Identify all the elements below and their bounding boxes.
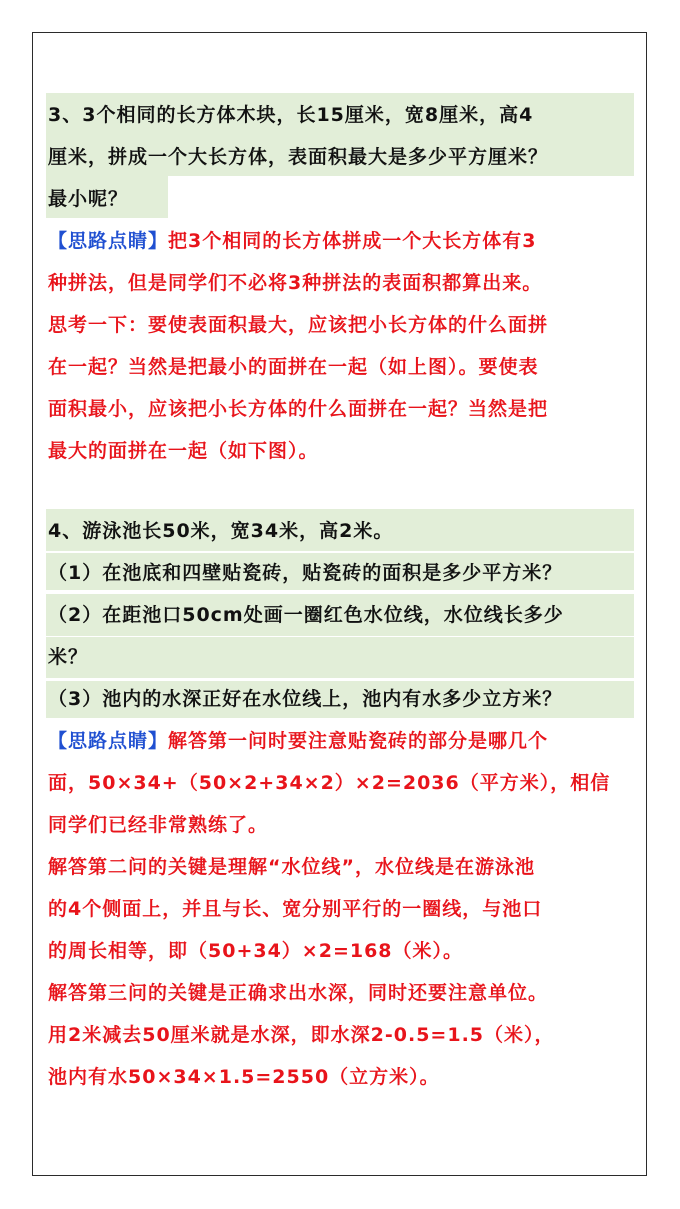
hint-tag: 【思路点睛】 [48,230,169,252]
hint4-line: 的4个侧面上，并且与长、宽分别平行的一圈线，与池口 [48,898,543,920]
problem4-line: 4、游泳池长50米，宽34米，高2米。 [48,520,394,542]
hint4-line: 解答第二问的关键是理解“水位线”，水位线是在游泳池 [48,856,535,878]
hint4-line: 解答第三问的关键是正确求出水深，同时还要注意单位。 [48,982,549,1004]
problem4-line: 米？ [48,646,89,668]
hint3-line: 面积最小，应该把小长方体的什么面拼在一起？当然是把 [48,398,549,420]
hint-text: 把3个相同的长方体拼成一个大长方体有3 [168,230,537,252]
hint4-line: 同学们已经非常熟练了。 [48,814,269,836]
hint4-line: 面，50×34+（50×2+34×2）×2=2036（平方米），相信 [48,772,611,794]
problem3-line: 厘米，拼成一个大长方体，表面积最大是多少平方厘米？ [48,146,549,168]
highlight-band [46,637,634,678]
problem4-line: （1）在池底和四壁贴瓷砖，贴瓷砖的面积是多少平方米？ [48,562,563,584]
hint3-first-line [48,226,536,256]
hint-text: 解答第一问时要注意贴瓷砖的部分是哪几个 [168,730,549,752]
hint3-line: 种拼法，但是同学们不必将3种拼法的表面积都算出来。 [48,272,543,294]
hint4-line: 池内有水50×34×1.5=2550（立方米）。 [48,1066,440,1088]
problem3-line: 3、3个相同的长方体木块，长15厘米，宽8厘米，高4 [48,104,534,126]
hint4-first-line [48,726,548,756]
hint3-line: 最大的面拼在一起（如下图）。 [48,440,319,462]
hint3-line: 思考一下：要使表面积最大，应该把小长方体的什么面拼 [48,314,549,336]
hint4-line: 用2米减去50厘米就是水深，即水深2-0.5=1.5（米）， [48,1024,555,1046]
hint4-line: 的周长相等，即（50+34）×2=168（米）。 [48,940,464,962]
hint3-line: 在一起？当然是把最小的面拼在一起（如上图）。要使表 [48,356,539,378]
problem4-line: （2）在距池口50cm处画一圈红色水位线，水位线长多少 [48,604,564,626]
hint-tag: 【思路点睛】 [48,730,169,752]
problem4-line: （3）池内的水深正好在水位线上，池内有水多少立方米？ [48,688,563,710]
problem3-line: 最小呢？ [48,188,129,210]
